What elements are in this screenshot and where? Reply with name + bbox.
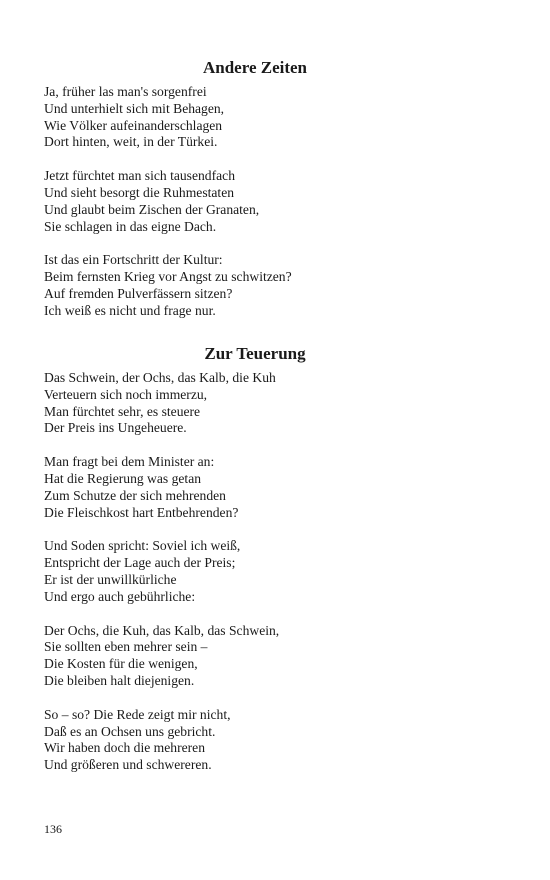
- stanza: [44, 168, 504, 235]
- stanza: [44, 538, 504, 605]
- verse-line: Man fragt bei dem Minister an:: [44, 454, 215, 470]
- verse-line: Der Ochs, die Kuh, das Kalb, das Schwein,: [44, 622, 280, 638]
- verse-line: Beim fernsten Krieg vor Angst zu schwitzen?: [44, 269, 292, 285]
- verse-line: Und Soden spricht: Soviel ich weiß,: [44, 538, 241, 554]
- verse-line: Und glaubt beim Zischen der Granaten,: [44, 201, 260, 217]
- poem-title: Andere Zeiten: [202, 58, 308, 77]
- verse-line: Die Fleischkost hart Entbehrenden?: [44, 504, 239, 520]
- verse-line: Entspricht der Lage auch der Preis;: [44, 555, 236, 571]
- verse-line: Und ergo auch gebührliche:: [44, 588, 196, 604]
- verse-line: Die Kosten für die wenigen,: [44, 656, 198, 672]
- verse-line: Verteuern sich noch immerzu,: [44, 386, 208, 402]
- verse-line: Wir haben doch die mehreren: [44, 740, 205, 756]
- stanza: [44, 84, 504, 151]
- verse-line: Sie schlagen in das eigne Dach.: [44, 218, 217, 234]
- verse-line: Zum Schutze der sich mehrenden: [44, 487, 226, 503]
- verse-line: Man fürchtet sehr, es steuere: [44, 403, 201, 419]
- verse-line: Und größeren und schwereren.: [44, 757, 212, 773]
- verse-line: Dort hinten, weit, in der Türkei.: [44, 134, 218, 150]
- verse-line: Hat die Regierung was getan: [44, 470, 202, 486]
- verse-line: Daß es an Ochsen uns gebricht.: [44, 723, 216, 739]
- verse-line: So – so? Die Rede zeigt mir nicht,: [44, 706, 231, 722]
- stanza: [44, 623, 504, 690]
- page-number: 136: [44, 822, 62, 836]
- verse-line: Die bleiben halt diejenigen.: [44, 672, 195, 688]
- verse-line: Auf fremden Pulverfässern sitzen?: [44, 285, 233, 301]
- verse-line: Das Schwein, der Ochs, das Kalb, die Kuh: [44, 370, 276, 385]
- verse-line: Der Preis ins Ungeheuere.: [44, 420, 187, 436]
- verse-line: Ist das ein Fortschritt der Kultur:: [44, 252, 223, 268]
- verse-line: Ich weiß es nicht und frage nur.: [44, 302, 216, 318]
- verse-line: Wie Völker aufeinanderschlagen: [44, 117, 223, 133]
- verse-line: Ja, früher las man's sorgenfrei: [44, 84, 207, 99]
- verse-line: Und sieht besorgt die Ruhmestaten: [44, 184, 235, 200]
- stanza: [44, 252, 504, 319]
- stanza: [44, 454, 504, 521]
- stanza: [44, 370, 504, 437]
- poem-body: [44, 84, 504, 337]
- verse-line: Und unterhielt sich mit Behagen,: [44, 100, 225, 116]
- poem-title: Zur Teuerung: [204, 344, 306, 363]
- verse-line: Jetzt fürchtet man sich tausendfach: [44, 168, 235, 184]
- stanza: [44, 707, 504, 774]
- verse-line: Er ist der unwillkürliche: [44, 571, 177, 587]
- poem-body: [44, 370, 504, 791]
- verse-line: Sie sollten eben mehrer sein –: [44, 639, 208, 655]
